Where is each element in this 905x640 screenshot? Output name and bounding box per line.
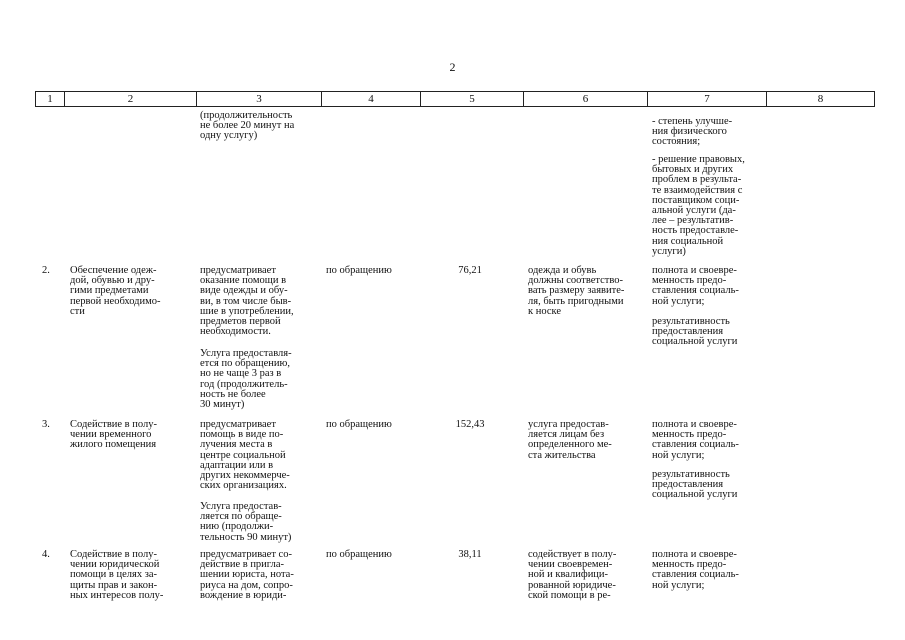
row-2-name: Обеспечение одеж- дой, обувью и дру- гими предметами первой необходимо- сти bbox=[70, 265, 161, 317]
row-4-price: 38,11 bbox=[458, 549, 482, 560]
row-4-number: 4. bbox=[42, 549, 50, 560]
row-3-name: Содействие в полу- чении временного жилого помещения bbox=[70, 419, 157, 451]
row-2-conditions: одежда и обувь должны соответство- вать размеру заявите- ля, быть пригодными к носке bbox=[528, 265, 625, 317]
row-4-name: Содействие в полу- чении юридической помощи в целях за- щиты прав и закон- ных интересов полу- bbox=[70, 549, 164, 601]
row-2-quality-1: полнота и своевре- менность предо- ставления социаль- ной услуги; bbox=[652, 265, 739, 307]
row-2-description: предусматривает оказание помощи в виде одежды и обу- ви, в том числе быв- шие в употреблении, предметов первой необходимости. bbox=[200, 265, 294, 338]
header-col-6: 6 bbox=[524, 92, 648, 106]
row-4-term: по обращению bbox=[326, 549, 392, 560]
row-3-conditions: услуга предостав- ляется лицам без определенного ме- ста жительства bbox=[528, 419, 612, 461]
row-2-description-note: Услуга предоставля- ется по обращению, но не чаще 3 раз в год (продолжитель- ность не более 30 минут) bbox=[200, 348, 292, 411]
header-col-2: 2 bbox=[65, 92, 197, 106]
row-2-price: 76,21 bbox=[458, 265, 482, 276]
row-3-number: 3. bbox=[42, 419, 50, 430]
row-4-quality-1: полнота и своевре- менность предо- ставления социаль- ной услуги; bbox=[652, 549, 739, 591]
row-3-quality-1: полнота и своевре- менность предо- ставления социаль- ной услуги; bbox=[652, 419, 739, 461]
header-col-1: 1 bbox=[36, 92, 65, 106]
header-col-7: 7 bbox=[648, 92, 767, 106]
header-col-4: 4 bbox=[322, 92, 421, 106]
row-4-description: предусматривает со- действие в пригла- шении юриста, нота- риуса на дом, сопро- вождение в юриди- bbox=[200, 549, 294, 601]
row-3-description: предусматривает помощь в виде по- лучения места в центре социальной адаптации или в других некоммерче- ских организациях. bbox=[200, 419, 290, 492]
header-col-5: 5 bbox=[421, 92, 524, 106]
row-2-number: 2. bbox=[42, 265, 50, 276]
header-col-3: 3 bbox=[197, 92, 322, 106]
row-4-conditions: содействует в полу- чении своевремен- ной и квалифици- рованной юридиче- ской помощи в ре- bbox=[528, 549, 617, 601]
table-header-row bbox=[35, 91, 875, 107]
continuation-col7-item1: - степень улучше- ния физического состояния; bbox=[652, 116, 733, 148]
header-col-8: 8 bbox=[817, 93, 824, 105]
row-2-term: по обращению bbox=[326, 265, 392, 276]
continuation-col7-item2: - решение правовых, бытовых и других проблем в результа- те взаимодействия с поставщиком соци- альной услуги (да- лее – результатив- ность предоставле- ния социальной услуги) bbox=[652, 154, 745, 257]
row-3-quality-2: результативность предоставления социальной услуги bbox=[652, 469, 738, 501]
continuation-col3: (продолжительность не более 20 минут на одну услугу) bbox=[200, 110, 295, 142]
page-number: 2 bbox=[449, 60, 456, 74]
row-3-price: 152,43 bbox=[455, 419, 485, 430]
row-3-description-note: Услуга предостав- ляется по обраще- нию (продолжи- тельность 90 минут) bbox=[200, 501, 292, 543]
row-2-quality-2: результативность предоставления социальной услуги bbox=[652, 316, 738, 348]
row-3-term: по обращению bbox=[326, 419, 392, 430]
